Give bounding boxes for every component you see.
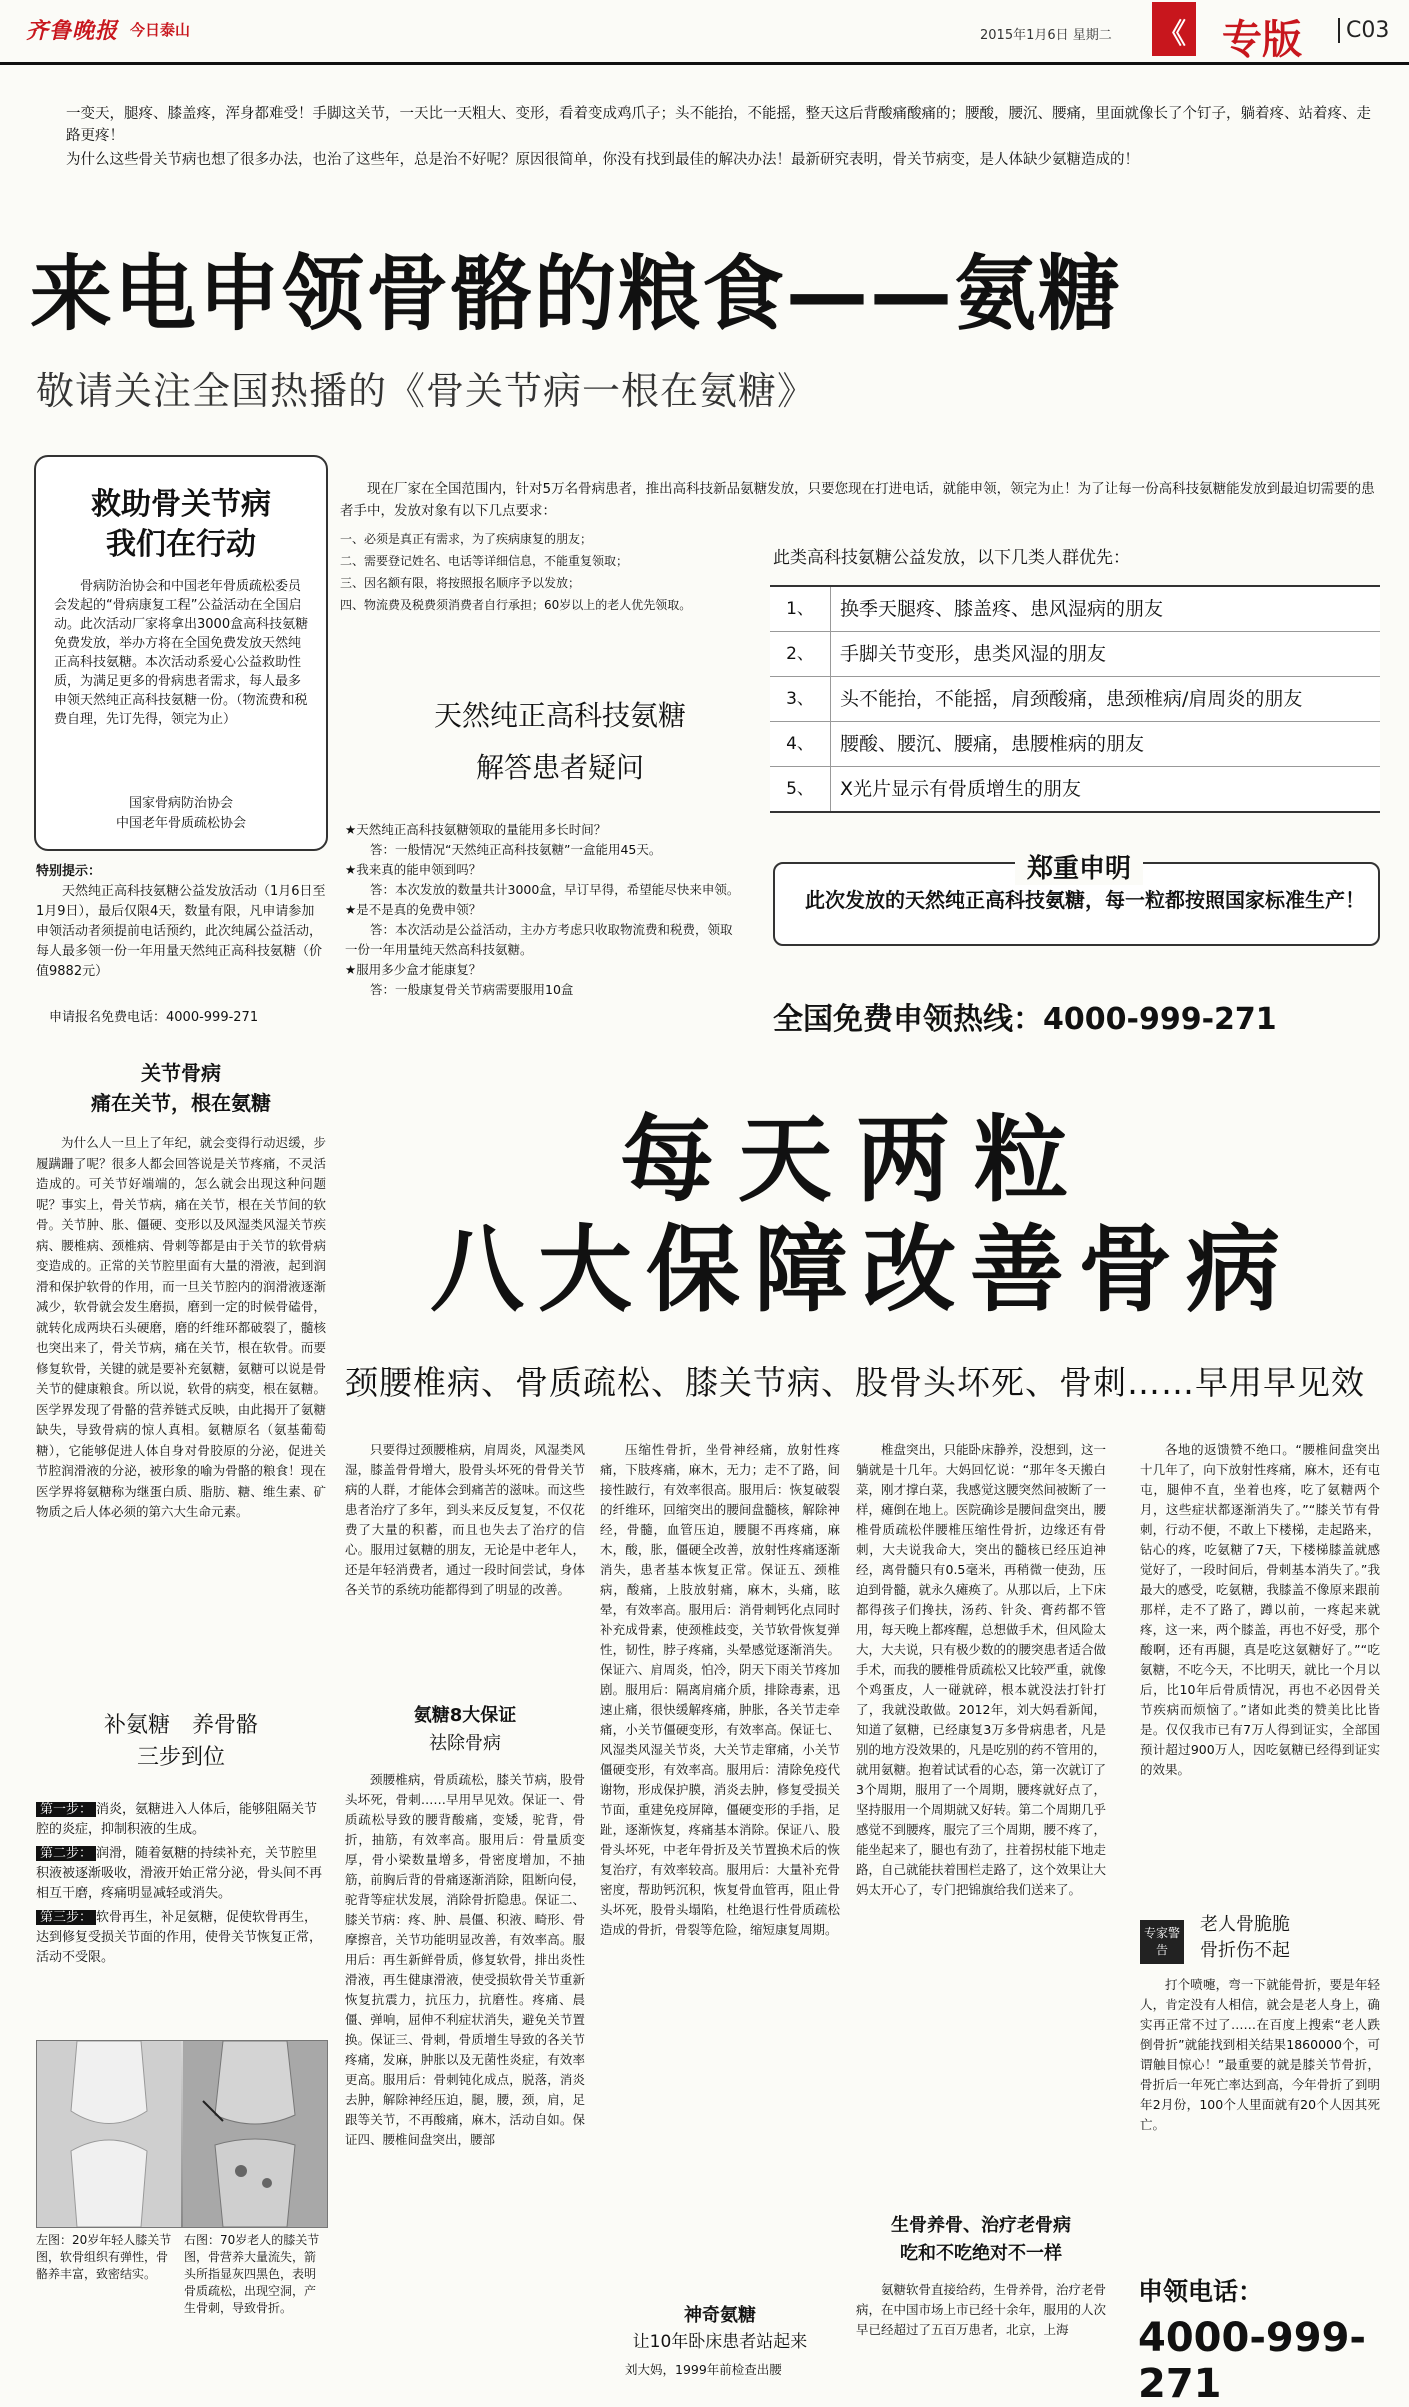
step-label: 第三步： [36,1910,96,1925]
notice-body: 天然纯正高科技氨糖公益发放活动（1月6日至1月9日），最后仅限4天，数量有限，凡申请参加申领活动者须提前电话预约，此次纯属公益活动，每人最多领一份一年用量天然纯正高科技氨糖（价值9882元） [36,884,326,979]
big-headline-sub: 颈腰椎病、骨质疏松、膝关节病、股骨头坏死、骨刺……早用早见效 [345,1363,1365,1402]
sub-headline: 敬请关注全国热播的《骨关节病一根在氨糖》 [36,369,817,413]
priority-number: 4、 [770,722,831,766]
priority-number: 2、 [770,632,831,676]
step-item [36,1844,326,1904]
notice-phone: 申请报名免费电话：4000-999-271 [49,1010,259,1025]
knee-xray-image [36,2040,328,2228]
page-number: C03 [1338,18,1389,43]
joint-article-title-2: 痛在关节，根在氨糖 [91,1091,271,1115]
requirement-4: 四、物流费及税费须消费者自行承担；60岁以上的老人优先领取。 [340,598,692,612]
big-headline-line-1: 每天两粒 [620,1105,1093,1215]
intro-paragraph-2: 为什么这些骨关节病也想了很多办法，也治了这些年，总是治不好呢？原因很简单，你没有找到最佳的解决办法！最新研究表明，骨关节病变，是人体缺少氨糖造成的！ [66,152,1139,168]
priority-text: 腰酸、腰沉、腰痛，患腰椎病的朋友 [840,733,1145,755]
intro-paragraph-1: 一变天，腿疼、膝盖疼，浑身都难受！手脚这关节，一天比一天粗大、变形，看着变成鸡爪子；头不能抬，不能摇，整天这后背酸痛酸痛的；腰酸，腰沉、腰痛，里面就像长了个钉子，躺着疼、站着疼、走路更疼！ [66,106,1371,144]
statement-box [773,854,1380,946]
col-b-story-start: 刘大妈，1999年前检查出腰 [625,2362,782,2377]
rescue-org-1: 国家骨病防治协会 [128,796,233,811]
hotline-top: 全国免费申领热线：4000-999-271 [773,1002,1277,1037]
expert-title-1: 老人骨脆脆 [1200,1914,1290,1935]
steps-list [36,1800,326,1968]
faq-title-2: 解答患者疑问 [475,751,644,784]
priority-text: 手脚关节变形，患类风湿的朋友 [840,643,1107,665]
joint-article-body: 为什么人一旦上了年纪，就会变得行动迟缓，步履蹒跚了呢？很多人都会回答说是关节疼痛，不灵活造成的。可关节好端端的，怎么就会出现这种问题呢？事实上，骨关节病，痛在关节，根在关节间的软骨。关节肿、胀、僵硬、变形以及风湿类风湿关节疾病、腰椎病、颈椎病、骨刺等都是由于关节的软骨病变造成的。正常的关节腔里面有大量的滑液，起到润滑和保护软骨的作用，而一旦关节腔内的润滑液逐渐减少，软骨就会发生磨损，磨到一定的时候骨磕骨，就转化成两块石头硬磨，磨的纤维环都破裂了，髓核也突出来了，骨关节病，痛在关节，根在软骨。而要修复软骨，关键的就是要补充氨糖，氨糖可以说是骨关节的健康粮食。所以说，软骨的病变，根在氨糖。医学界发现了骨骼的营养链式反映，由此揭开了氨糖缺失，导致骨病的惊人真相。氨糖原名（氨基葡萄糖），它能够促进人体自身对骨胶原的分泌，促进关节腔润滑液的分泌，被形象的喻为骨骼的粮食！现在医学界将氨糖称为继蛋白质、脂肪、糖、维生素、矿物质之后人体必须的第六大生命元素。 [36,1135,326,1519]
faq-answer: 答：本次活动是公益活动，主办方考虑只收取物流费和税费，领取一份一年用量纯天然高科技氨糖。 [345,922,733,957]
faq-question: ★服用多少盒才能康复？ [345,962,482,977]
col-c-body: 椎盘突出，只能卧床静养，没想到，这一躺就是十几年。大妈回忆说：“那年冬天搬白菜，刚才撑白菜，我感觉这腰突然间被断了一样，瘫倒在地上。医院确诊是腰间盘突出，腰椎骨质疏松伴腰椎压缩性骨折，边缘还有骨刺，大夫说我命大，突出的髓核已经压迫神经，离骨髓只有0.5毫米，再稍微一使劲，压迫到骨髓，就永久瘫痪了。从那以后，上下床都得孩子们搀扶，汤药、针灸、膏药都不管用，每天晚上都疼醒，总想做手术，但风险太大，大夫说，只有极少数的的腰突患者适合做手术，而我的腰椎骨质疏松又比较严重，就像个鸡蛋皮，人一碰就碎，根本就没法打针打了，我就没敢做。2012年，刘大妈看新闻，知道了氨糖，已经康复3万多骨病患者，凡是别的地方没效果的，凡是吃别的药不管用的，就用氨糖。抱着试试看的心态，第一次就订了3个周期，服用了一个周期，腰疼就好点了，坚持服用一个周期就又好转。第二个周期几乎感觉不到腰疼，服完了三个周期，腰不疼了，能坐起来了，腿也有劲了，拄着拐杖能下地走路，自己就能扶着围栏走路了，这个效果让大妈太开心了，专门把锦旗给我们送来了。 [856,1442,1106,1897]
rescue-title-2: 我们在行动 [106,527,256,562]
priority-text: X光片显示有骨质增生的朋友 [840,778,1082,800]
notice-title: 特别提示： [36,864,102,879]
step-text: 软骨再生，补足氨糖，促使软骨再生，达到修复受损关节面的作用，使骨关节恢复正常，活动不受限。 [36,1910,323,1965]
faq-list [345,820,740,1000]
rescue-box [34,455,328,851]
expert-body: 打个喷嚏，弯一下就能骨折，要是年轻人，肯定没有人相信，就会是老人身上，确实再正常不过了……在百度上搜索“老人跌倒骨折”就能找到相关结果1860000个，可谓触目惊心！”最重要的就是膝关节骨折，骨折后一年死亡率达到高，今年骨折了到明年2月份，100个人里面就有20个人因其死亡。 [1140,1977,1380,2132]
knee-caption-left: 左图：20岁年轻人膝关节图，软骨组织有弹性，骨骼养丰富，致密结实。 [36,2233,172,2281]
step-text: 消炎，氨糖进入人体后，能够阻隔关节腔的炎症，抑制积液的生成。 [36,1802,318,1837]
priority-number: 5、 [770,767,831,811]
requirement-1: 一、必须是真正有需求，为了疾病康复的朋友； [340,532,593,546]
step-item [36,1800,326,1840]
faq-title [370,690,750,794]
priority-table [770,585,1380,813]
paper-name: 齐鲁晚报 [26,18,119,44]
col-b-body: 压缩性骨折，坐骨神经痛，放射性疼痛，下肢疼痛，麻木，无力；走不了路，间接性跛行，有效率很高。服用后：恢复破裂的纤维环，回缩突出的腰间盘髓核，解除神经，骨髓，血管压迫，腰腿不再疼痛，麻木，酸，胀，僵硬全改善，放射性疼痛逐渐消失，患者基本恢复正常。保证五、颈椎病，酸痛，上肢放射痛，麻木，头痛，眩晕，有效率高。服用后：消骨刺钙化点同时补充成骨素，使颈椎歧变，关节软骨恢复弹性，韧性，脖子疼痛，头晕感觉逐渐消失。保证六、肩周炎，怕冷，阴天下雨关节疼加剧。服用后：隔离肩痛介质，排除毒素，迅速止痛，很快缓解疼痛，肿胀，各关节走牵痛，小关节僵硬变形，有效率高。保证七、风湿类风湿关节炎，大关节走窜痛，小关节僵硬变形，有效率高。服用后：清除免疫代谢物，形成保护膜，消炎去肿，修复受损关节面，重建免疫屏障，僵硬变形的手指，足趾，逐渐恢复，疼痛基本消除。保证八、股骨头坏死，中老年骨折及关节置换术后的恢复治疗，有效率较高。服用后：大量补充骨密度，帮助钙沉积，恢复骨血管再，阻止骨头坏死，股骨头塌陷，杜绝退行性骨质疏松造成的骨折，骨裂等危险，缩短康复周期。 [600,1442,840,1937]
rescue-title-1: 救助骨关节病 [91,487,271,522]
priority-number: 3、 [770,677,831,721]
priority-number: 1、 [770,587,831,631]
col-a-section-title-1: 氨糖8大保证 [413,1705,517,1726]
col-a-intro: 只要得过颈腰椎病，肩周炎，风湿类风湿，膝盖骨骨增大，股骨头坏死的骨骨关节病的人群，才能体会到痛苦的滋味。而这些患者治疗了多年，到头来反反复复，不仅花费了大量的积蓄，而且也失去了治疗的信心。服用过氨糖的朋友，无论是中老年人，还是年轻消费者，通过一段时间尝试，身体各关节的系统功能都得到了明显的改善。 [345,1442,585,1597]
col-b-story-title-1: 神奇氨糖 [684,2305,756,2326]
section-badge: 专版 [1222,17,1302,63]
faq-question: ★是不是真的免费申领？ [345,902,482,917]
col-d-body: 各地的返馈赞不绝口。“腰椎间盘突出十几年了，向下放射性疼痛，麻木，还有屯屯，腿伸不直，坐着也疼，吃了氨糖两个月，这些症状都逐渐消失了。”“膝关节有骨刺，行动不便，不敢上下楼梯，走起路来，钻心的疼，吃氨糖了7天，下楼梯膝盖就感觉好了，一段时间后，骨刺基本消失了。”我最大的感受，吃氨糖，我膝盖不像原来跟前那样，走不了路了，蹲以前，一疼起来就疼，这一来，两个膝盖，再也不好受，那个酸啊，还有再腿，真是吃这氨糖好了。”“吃氨糖，不吃今天，不比明天，就比一个月以后，比10年后骨质情况，再也不必因骨关节疾病而烦恼了。”诸如此类的赞美比比皆是。仅仅我市已有7万人得到证实，全部国预计超过900万人，因吃氨糖已经得到证实的效果。 [1140,1442,1380,1777]
main-headline: 来电申领骨骼的粮食——氨糖 [30,247,1123,342]
faq-answer: 答：一般情况“天然纯正高科技氨糖”一盒能用45天。 [370,842,662,857]
priority-heading: 此类高科技氨糖公益发放，以下几类人群优先： [773,548,1130,568]
col-c-subtitle-2: 吃和不吃绝对不一样 [900,2243,1062,2264]
faq-question: ★天然纯正高科技氨糖领取的量能用多长时间？ [345,822,607,837]
col-c-sub-body: 氨糖软骨直接给药，生骨养骨，治疗老骨病，在中国市场上市已经十余年，服用的人次早已经超过了五百万患者，北京，上海 [856,2282,1106,2337]
old-knee-illustration [183,2041,327,2227]
rescue-org-2: 中国老年骨质疏松协会 [115,816,246,831]
issue-date: 2015年1月6日 星期二 [980,28,1112,43]
steps-title-1: 补氨糖 养骨骼 [103,1713,258,1738]
rescue-body: 骨病防治协会和中国老年骨质疏松委员会发起的“骨病康复工程”公益活动在全国启动。此次活动厂家将拿出3000盒高科技氨糖免费发放，举办方将在全国免费发放天然纯正高科技氨糖。本次活动系爱心公益救助性质，为满足更多的骨病患者需求，每人最多申领天然纯正高科技氨糖一份。（物流费和税费自理，先订先得，领完为止） [54,579,309,727]
step-item [36,1908,326,1968]
section-logo [1152,2,1196,56]
priority-row [770,767,1380,811]
step-text: 润滑，随着氨糖的持续补充，关节腔里积液被逐渐吸收，滑液开始正常分泌，骨头间不再相互干磨，疼痛明显减轻或消失。 [36,1846,323,1901]
step-label: 第一步： [36,1802,96,1817]
requirement-3: 三、因名额有限，将按照报名顺序予以发放； [340,576,581,590]
big-headline-line-2: 八大保障改善骨病 [430,1215,1295,1325]
masthead [0,0,1409,65]
expert-warning-badge: 专家警告 [1140,1920,1184,1964]
faq-answer: 答：一般康复骨关节病需要服用10盒 [370,982,574,997]
requirement-2: 二、需要登记姓名、电话等详细信息，不能重复领取； [340,554,629,568]
joint-article-title-1: 关节骨病 [141,1061,221,1085]
faq-title-1: 天然纯正高科技氨糖 [433,699,686,732]
expert-title [1200,1912,1380,1964]
col-a-section-title-2: 祛除骨病 [429,1733,501,1754]
col-b-story-title-2: 让10年卧床患者站起来 [632,2332,808,2352]
step-label: 第二步： [36,1846,96,1861]
chevron-left-icon: 《 [1158,17,1187,50]
statement-text: 此次发放的天然纯正高科技氨糖，每一粒都按照国家标准生产！ [805,888,1365,912]
priority-row [770,587,1380,632]
priority-row [770,632,1380,677]
priority-row [770,677,1380,722]
faq-answer: 答：本次发放的数量共计3000盒，早订早得，希望能尽快来申领。 [370,882,740,897]
knee-caption-right: 右图：70岁老人的膝关节图，骨营养大量流失，箭头所指显灰四黑色，表明骨质疏松，出现空洞，产生骨刺，导致骨折。 [184,2233,320,2315]
priority-text: 换季天腿疼、膝盖疼、患风湿病的朋友 [840,598,1164,620]
expert-title-2: 骨折伤不起 [1200,1940,1290,1961]
priority-text: 头不能抬，不能摇，肩颈酸痛，患颈椎病/肩周炎的朋友 [840,688,1303,710]
steps-title-2: 三步到位 [136,1745,225,1770]
announce-paragraph: 现在厂家在全国范围内，针对5万名骨病患者，推出高科技新品氨糖发放，只要您现在打进电话，就能申领，领完为止！为了让每一份高科技氨糖能发放到最迫切需要的患者手中，发放对象有以下几点要求： [340,481,1375,519]
faq-question: ★我来真的能申领到吗？ [345,862,482,877]
apply-phone-label: 申领电话： [1138,2277,1264,2306]
apply-phone-number[interactable]: 4000-999-271 [1138,2315,1367,2407]
paper-section-name: 今日泰山 [130,21,191,39]
statement-title: 郑重申明 [1015,848,1143,885]
priority-row [770,722,1380,767]
col-c-subtitle-1: 生骨养骨、治疗老骨病 [891,2215,1071,2236]
col-a-body: 颈腰椎病，骨质疏松，膝关节病，股骨头坏死，骨刺……早用早见效。保证一、骨质疏松导致的腰背酸痛，变矮，驼背，骨折，抽筋，有效率高。服用后：骨量质变厚，骨小梁数量增多，骨密度增加，不抽筋，前胸后背的骨痛逐渐消除，阻断向侵，驼背等症状发展，消除骨折隐患。保证二、膝关节病：疼、肿、晨僵、积液、畸形、骨摩擦音，关节功能明显改善，有效率高。服用后：再生新鲜骨质，修复软骨，排出炎性滑液，再生健康滑液，使受损软骨关节重新恢复抗震力，抗压力，抗磨性。疼痛、晨僵、弹响，屈伸不利症状消失，避免关节置换。保证三、骨刺，骨质增生导致的各关节疼痛，发麻，肿胀以及无菌性炎症，有效率更高。服用后：骨刺钝化成点，脱落，消炎去肿，解除神经压迫，腿，腰，颈，肩，足跟等关节，不再酸痛，麻木，活动自如。保证四、腰椎间盘突出，腰部 [345,1772,585,2147]
young-knee-illustration [37,2041,181,2227]
